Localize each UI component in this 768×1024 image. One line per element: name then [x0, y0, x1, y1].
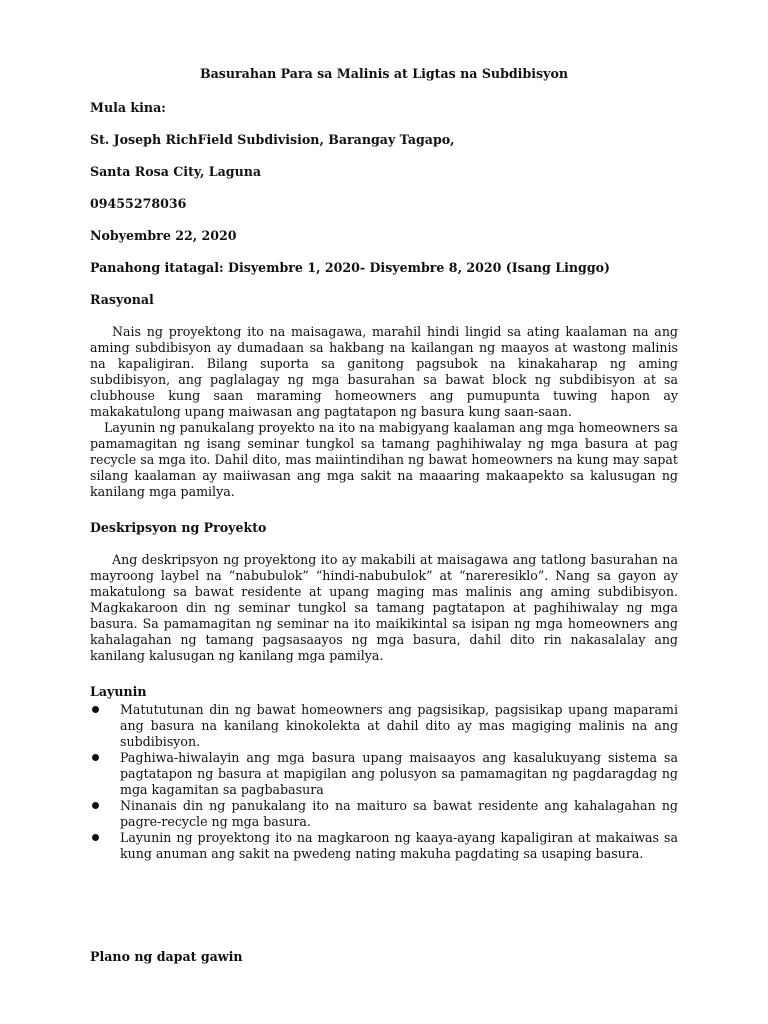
list-item	[90, 750, 678, 798]
layunin-heading: Layunin	[90, 684, 147, 699]
list-item-text: Paghiwa-hiwalayin ang mga basura upang maisaayos ang kasalukuyang sistema sa pagtatapon ng basura at mapigilan ang polusyon sa pamamagitan ng pagdaragdag ng mga kagamitan sa pagbabasura	[120, 750, 678, 797]
layunin-list	[90, 702, 678, 862]
list-item-text: Layunin ng proyektong ito na magkaroon ng kaaya-ayang kapaligiran at makaiwas sa kung anuman ang sakit na pwedeng nating makuha pagdating sa usaping basura.	[120, 830, 678, 861]
spacer	[90, 500, 678, 520]
address-line-1: St. Joseph RichField Subdivision, Barangay Tagapo,	[90, 132, 455, 147]
list-item	[90, 830, 678, 862]
document-title: Basurahan Para sa Malinis at Ligtas na Subdibisyon	[199, 66, 569, 81]
document-page	[90, 66, 678, 964]
rasyonal-paragraph-1: Nais ng proyektong ito na maisagawa, marahil hindi lingid sa ating kaalaman na ang aming subdibisyon ay dumadaan sa hakbang na kailangan ng maayos at wastong malinis na kapaligiran. Bilang suporta sa ganitong pagsubok na kinakaharap ng aming subdibisyon, ang paglalagay ng mga basurahan sa bawat block ng subdibisyon at sa clubhouse kung saan maraming homeowners ang pumupunta tuwing hapon ay makakatulong upang maiwasan ang pagtatapon ng basura kung saan-saan.	[90, 324, 678, 419]
deskripsyon-paragraph: Ang deskripsyon ng proyektong ito ay makabili at maisagawa ang tatlong basurahan na mayroong laybel na “nabubulok” “hindi-nabubulok” at “nareresiklo”. Nang sa gayon ay makatulong sa bawat residente at upang maging mas malinis ang aming subdibisyon. Magkakaroon din ng seminar tungkol sa tamang pagtatapon at paghihiwalay ng mga basura. Sa pamamagitan ng seminar na ito maikikintal sa isipan ng mga homeowners ang kahalagahan ng tamang pagsasaayos ng mga basura, dahil dito rin nakasalalay ang kanilang kalusugan ng kanilang mga pamilya.	[90, 552, 678, 663]
rasyonal-paragraph-2: Layunin ng panukalang proyekto na ito na mabigyang kaalaman ang mga homeowners sa pamamagitan ng isang seminar tungkol sa tamang paghihiwalay ng mga basura at pag recycle sa mga ito. Dahil dito, mas maiintindihan ng bawat homeowners na kung may sapat silang kaalaman ay maiiwasan ang mga sakit na maaaring makaapekto sa kalusugan ng kanilang mga pamilya.	[90, 420, 678, 499]
deskripsyon-heading: Deskripsyon ng Proyekto	[90, 520, 267, 535]
duration-line: Panahong itatagal: Disyembre 1, 2020- Disyembre 8, 2020 (Isang Linggo)	[90, 260, 610, 275]
phone-number: 09455278036	[90, 196, 187, 211]
mula-kina-label: Mula kina:	[90, 100, 166, 115]
list-item-text: Ninanais din ng panukalang ito na maituro sa bawat residente ang kahalagahan ng pagre-recycle ng mga basura.	[120, 798, 678, 829]
document-date: Nobyembre 22, 2020	[90, 228, 237, 243]
list-item	[90, 702, 678, 750]
list-item-text: Matututunan din ng bawat homeowners ang pagsisikap, pagsisikap upang maparami ang basura na kanilang kinokolekta at dahil dito ay mas magiging malinis na ang subdibisyon.	[120, 702, 678, 749]
rasyonal-heading: Rasyonal	[90, 292, 154, 307]
list-item	[90, 798, 678, 830]
address-line-2: Santa Rosa City, Laguna	[90, 164, 262, 179]
plano-heading: Plano ng dapat gawin	[90, 948, 243, 964]
spacer	[90, 664, 678, 684]
